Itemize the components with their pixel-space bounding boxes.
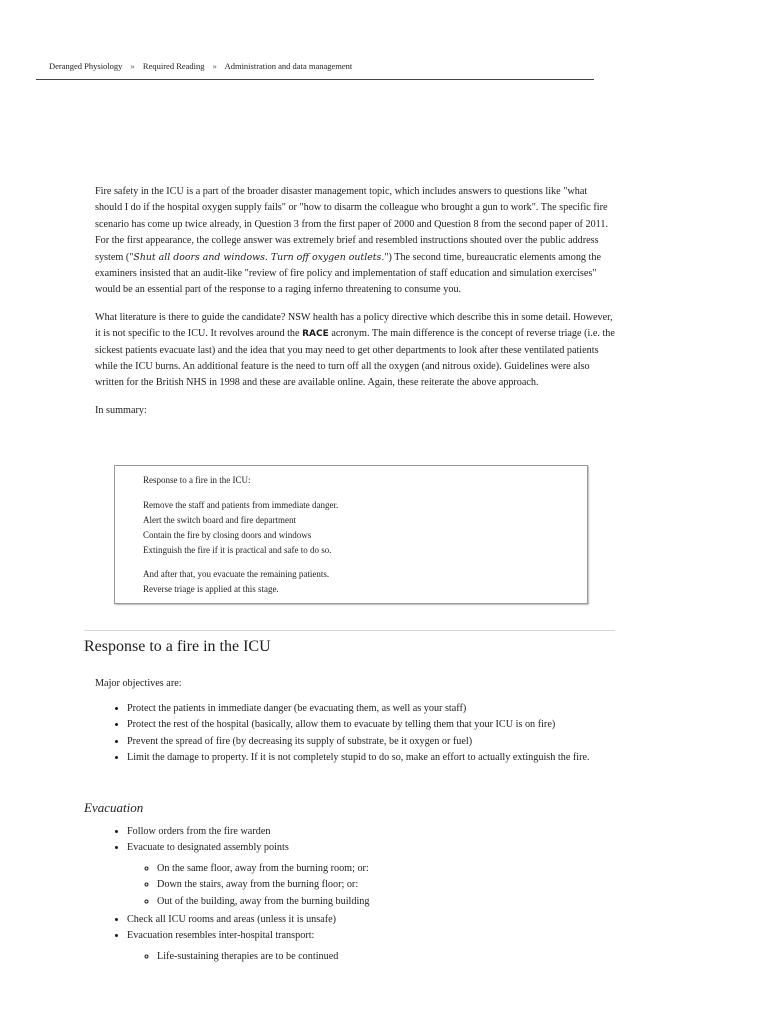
list-item-text: Evacuation resembles inter-hospital transport: [127,930,315,942]
link-race-acronym[interactable]: RACE [302,329,329,340]
link-question-3[interactable]: Question 3 [254,218,299,230]
breadcrumb-separator: » [130,61,135,71]
summary-title: Response to a fire in the ICU: [143,475,251,485]
summary-tail [143,567,559,597]
list-item: • Check all ICU rooms and areas (unless it is unsafe) [127,912,647,928]
breadcrumb [49,61,352,71]
breadcrumb-link-home[interactable]: Deranged Physiology [49,61,123,71]
summary-item: Remove the staff and patients from immediate danger. [143,500,339,510]
summary-tail-line: And after that, you evacuate the remaining patients. [143,569,330,579]
list-item: • Follow orders from the fire warden [127,824,647,840]
objectives-intro: Major objectives are: [95,678,182,689]
list-item: • Limit the damage to property. If it is not completely stupid to do so, make an effort to actually extinguish the fire. [127,750,647,766]
list-item [127,928,647,965]
header-divider [36,79,594,80]
summary-tail-line: Reverse triage is applied at this stage. [143,584,279,594]
sub-list-item: ◦ Life-sustaining therapies are to be continued [157,949,647,965]
text-span: What literature is there to guide the candidate? NSW health has a policy directive which describe this in some detail. However, it is not specific to the ICU. It revolves around the [95,311,613,340]
summary-item: Contain the fire by closing doors and windows [143,530,312,540]
breadcrumb-separator: » [212,61,217,71]
text-span: acronym. The main difference is the concept of reverse triage (i.e. the sickest patients evacuate last) and the idea that you may need to get other departments to look after these ventilated patients while the ICU burns. An additional feature is the need to turn off all the oxygen (and nitrous oxide). Guidelines were also written for the British NHS in 1998 and these are available online. Again, these reiterate the above approach. [95,328,615,389]
breadcrumb-link-administration[interactable]: Administration and data management [224,61,353,71]
text-span: Fire safety in the ICU is a part of the broader disaster management topic, which includes answers to questions like "what should I do if the hospital oxygen supply fails" or "how to disarm the colleague who brought a gun to work". The specific fire scenario has come up twice already, in [95,186,608,230]
summary-item: Alert the switch board and fire department [143,515,296,525]
summary-box [114,465,588,604]
list-item: • Prevent the spread of fire (by decreasing its supply of substrate, be it oxygen or fuel) [127,734,647,750]
sub-list-item: ◦ Out of the building, away from the burning building [157,894,647,910]
evacuation-list [95,824,647,967]
breadcrumb-link-required-reading[interactable]: Required Reading [142,61,205,71]
intro-paragraph-3: In summary: [95,404,147,416]
link-question-8[interactable]: Question 8 [434,218,479,230]
evacuation-heading: Evacuation [84,800,144,815]
list-item: • Protect the patients in immediate danger (be evacuating them, as well as your staff) [127,701,647,717]
sub-list-item: ◦ On the same floor, away from the burning room; or: [157,861,647,877]
intro-paragraph-1 [95,184,615,299]
sub-list [127,861,647,910]
intro-paragraph-2 [95,310,615,392]
section-heading: Response to a fire in the ICU [84,638,271,655]
section-divider [84,630,615,631]
text-span: from the second paper of 2011. For the first appearance, the college answer was extremely brief and resembled instructions shouted over the public address system (" [95,218,609,263]
list-item [127,840,647,910]
text-span: ") The second time, bureaucratic elements among the examiners insisted that an audit-like "review of fire policy and implementation of staff education and simulation exercises" would be an essential part of the response to a raging inferno threatening to consume you. [95,251,602,296]
sub-list-item: ◦ Down the stairs, away from the burning floor; or: [157,877,647,893]
intro-text [95,184,615,430]
list-item: • Protect the rest of the hospital (basically, allow them to evacuate by telling them that your ICU is on fire) [127,717,647,733]
objectives-list [95,701,647,767]
sub-list [127,949,647,965]
college-quote: Shut all doors and windows. Turn off oxygen outlets. [133,251,385,263]
list-item-text: Evacuate to designated assembly points [127,842,289,854]
summary-item: Extinguish the fire if it is practical and safe to do so. [143,545,332,555]
text-span: from the first paper of 2000 and [298,218,435,230]
